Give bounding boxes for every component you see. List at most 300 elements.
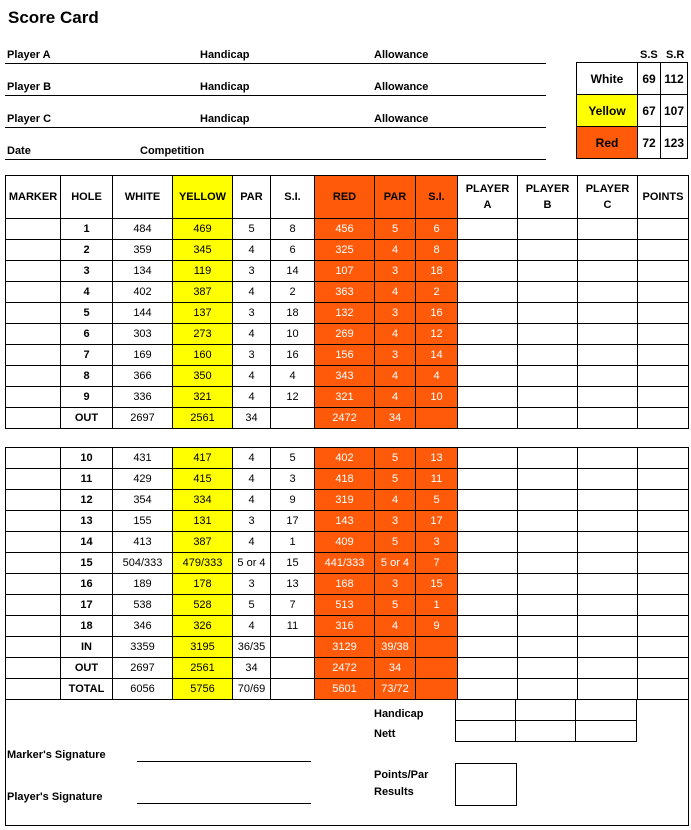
- player-c-score[interactable]: [578, 679, 638, 700]
- marker-header: MARKER: [6, 176, 61, 219]
- si-value: 13: [271, 574, 315, 595]
- red-par-value: 5: [375, 595, 416, 616]
- player-c-score[interactable]: [578, 469, 638, 490]
- player-c-score[interactable]: [578, 448, 638, 469]
- yellow-yardage: 528: [173, 595, 233, 616]
- player-a-score[interactable]: [458, 574, 518, 595]
- par-value: 4: [233, 469, 271, 490]
- player-c-score[interactable]: [578, 637, 638, 658]
- points-cell[interactable]: [638, 637, 689, 658]
- marker-cell[interactable]: [6, 219, 61, 240]
- player-c-line[interactable]: [5, 127, 546, 128]
- marker-cell[interactable]: [6, 240, 61, 261]
- player-b-header: PLAYER B: [518, 176, 578, 219]
- red-yardage: 2472: [315, 658, 375, 679]
- marker-cell[interactable]: [6, 303, 61, 324]
- player-b-score[interactable]: [518, 303, 578, 324]
- player-b-score[interactable]: [518, 261, 578, 282]
- white-yardage: 2697: [113, 408, 173, 429]
- red-par-value: 4: [375, 240, 416, 261]
- si-value: [271, 408, 315, 429]
- marker-cell[interactable]: [6, 679, 61, 700]
- hole-row: [6, 658, 689, 679]
- player-b-score[interactable]: [518, 366, 578, 387]
- player-a-score[interactable]: [458, 219, 518, 240]
- hole-number: TOTAL: [61, 679, 113, 700]
- player-b-score[interactable]: [518, 658, 578, 679]
- date-line[interactable]: [5, 159, 546, 160]
- marker-signature-label: Marker's Signature: [7, 749, 106, 761]
- marker-cell[interactable]: [6, 511, 61, 532]
- sr-header: S.R: [666, 49, 685, 61]
- player-c-score[interactable]: [578, 366, 638, 387]
- player-c-handicap-label: Handicap: [200, 113, 250, 125]
- handicap-footer-label: Handicap: [374, 708, 424, 720]
- player-b-score[interactable]: [518, 616, 578, 637]
- player-signature-label: Player's Signature: [7, 791, 103, 803]
- si-value: 4: [271, 366, 315, 387]
- player-c-score[interactable]: [578, 532, 638, 553]
- red-par-value: 4: [375, 387, 416, 408]
- back-nine-table: [5, 447, 689, 700]
- red-yardage: 143: [315, 511, 375, 532]
- red-yardage: 319: [315, 490, 375, 511]
- nett-a-cell[interactable]: [456, 721, 516, 742]
- points-cell[interactable]: [638, 261, 689, 282]
- red-par-header: PAR: [375, 176, 416, 219]
- marker-cell[interactable]: [6, 324, 61, 345]
- red-si-value: 11: [416, 469, 458, 490]
- si-value: 11: [271, 616, 315, 637]
- yellow-yardage: 415: [173, 469, 233, 490]
- player-c-score[interactable]: [578, 282, 638, 303]
- hole-number: 10: [61, 448, 113, 469]
- points-cell[interactable]: [638, 616, 689, 637]
- ss-white: 69: [638, 63, 661, 95]
- points-cell[interactable]: [638, 532, 689, 553]
- player-b-score[interactable]: [518, 408, 578, 429]
- si-value: [271, 637, 315, 658]
- marker-cell[interactable]: [6, 469, 61, 490]
- hole-number: 7: [61, 345, 113, 366]
- player-a-label: Player A: [7, 49, 51, 61]
- player-c-score[interactable]: [578, 511, 638, 532]
- red-yardage: 107: [315, 261, 375, 282]
- yellow-yardage: 326: [173, 616, 233, 637]
- hole-number: 8: [61, 366, 113, 387]
- white-yardage: 359: [113, 240, 173, 261]
- handicap-c-cell[interactable]: [576, 700, 637, 721]
- ss-header: S.S: [640, 49, 658, 61]
- par-value: 5: [233, 595, 271, 616]
- hole-row: [6, 469, 689, 490]
- marker-cell[interactable]: [6, 637, 61, 658]
- marker-cell[interactable]: [6, 448, 61, 469]
- hole-number: 5: [61, 303, 113, 324]
- hole-row: [6, 261, 689, 282]
- par-value: 4: [233, 532, 271, 553]
- red-header: RED: [315, 176, 375, 219]
- si-value: 3: [271, 469, 315, 490]
- tee-red: Red: [577, 127, 638, 159]
- player-c-score[interactable]: [578, 616, 638, 637]
- si-value: 2: [271, 282, 315, 303]
- points-cell[interactable]: [638, 469, 689, 490]
- player-c-score[interactable]: [578, 387, 638, 408]
- yellow-yardage: 5756: [173, 679, 233, 700]
- player-b-score[interactable]: [518, 282, 578, 303]
- points-cell[interactable]: [638, 658, 689, 679]
- white-yardage: 144: [113, 303, 173, 324]
- yellow-header: YELLOW: [173, 176, 233, 219]
- tee-yellow: Yellow: [577, 95, 638, 127]
- red-si-value: [416, 637, 458, 658]
- player-a-score[interactable]: [458, 408, 518, 429]
- par-value: 3: [233, 511, 271, 532]
- marker-cell[interactable]: [6, 616, 61, 637]
- points-cell[interactable]: [638, 345, 689, 366]
- points-cell[interactable]: [638, 303, 689, 324]
- par-value: 4: [233, 240, 271, 261]
- par-value: 4: [233, 324, 271, 345]
- player-a-score[interactable]: [458, 595, 518, 616]
- si-value: 12: [271, 387, 315, 408]
- red-par-value: 3: [375, 345, 416, 366]
- hole-row: [6, 616, 689, 637]
- player-c-score[interactable]: [578, 324, 638, 345]
- marker-cell[interactable]: [6, 532, 61, 553]
- marker-cell[interactable]: [6, 595, 61, 616]
- player-a-score[interactable]: [458, 511, 518, 532]
- par-value: 4: [233, 366, 271, 387]
- date-label: Date: [7, 145, 31, 157]
- player-c-score[interactable]: [578, 261, 638, 282]
- par-value: 34: [233, 408, 271, 429]
- hole-number: 16: [61, 574, 113, 595]
- player-b-score[interactable]: [518, 469, 578, 490]
- player-a-score[interactable]: [458, 469, 518, 490]
- hole-row: [6, 324, 689, 345]
- player-c-score[interactable]: [578, 553, 638, 574]
- white-yardage: 429: [113, 469, 173, 490]
- white-yardage: 155: [113, 511, 173, 532]
- red-yardage: 321: [315, 387, 375, 408]
- player-a-allowance-label: Allowance: [374, 49, 429, 61]
- white-yardage: 3359: [113, 637, 173, 658]
- points-cell[interactable]: [638, 240, 689, 261]
- handicap-b-cell[interactable]: [516, 700, 576, 721]
- red-par-value: 4: [375, 324, 416, 345]
- hole-row: [6, 532, 689, 553]
- hole-header: HOLE: [61, 176, 113, 219]
- player-a-score[interactable]: [458, 240, 518, 261]
- par-value: 5: [233, 219, 271, 240]
- marker-cell[interactable]: [6, 261, 61, 282]
- white-yardage: 303: [113, 324, 173, 345]
- player-a-score[interactable]: [458, 366, 518, 387]
- red-si-value: 18: [416, 261, 458, 282]
- marker-cell[interactable]: [6, 345, 61, 366]
- si-header: S.I.: [271, 176, 315, 219]
- player-b-score[interactable]: [518, 219, 578, 240]
- marker-cell[interactable]: [6, 490, 61, 511]
- yellow-yardage: 273: [173, 324, 233, 345]
- par-value: 3: [233, 345, 271, 366]
- yellow-yardage: 417: [173, 448, 233, 469]
- player-a-score[interactable]: [458, 658, 518, 679]
- points-cell[interactable]: [638, 595, 689, 616]
- hole-number: 4: [61, 282, 113, 303]
- points-cell[interactable]: [638, 219, 689, 240]
- points-cell[interactable]: [638, 324, 689, 345]
- marker-signature-line[interactable]: [137, 761, 311, 762]
- player-a-score[interactable]: [458, 553, 518, 574]
- white-header: WHITE: [113, 176, 173, 219]
- rating-row-red: [577, 127, 688, 159]
- par-value: 36/35: [233, 637, 271, 658]
- player-b-score[interactable]: [518, 324, 578, 345]
- si-value: 1: [271, 532, 315, 553]
- hole-number: 12: [61, 490, 113, 511]
- yellow-yardage: 345: [173, 240, 233, 261]
- red-yardage: 132: [315, 303, 375, 324]
- red-par-value: 4: [375, 490, 416, 511]
- red-par-value: 3: [375, 303, 416, 324]
- red-yardage: 409: [315, 532, 375, 553]
- par-value: 4: [233, 282, 271, 303]
- marker-cell[interactable]: [6, 408, 61, 429]
- points-cell[interactable]: [638, 387, 689, 408]
- points-cell[interactable]: [638, 511, 689, 532]
- page-title: Score Card: [8, 8, 99, 27]
- white-yardage: 402: [113, 282, 173, 303]
- player-b-label: Player B: [7, 81, 52, 93]
- player-a-score[interactable]: [458, 532, 518, 553]
- player-b-score[interactable]: [518, 553, 578, 574]
- player-a-header: PLAYER A: [458, 176, 518, 219]
- points-cell[interactable]: [638, 679, 689, 700]
- red-yardage: 513: [315, 595, 375, 616]
- hole-row: [6, 490, 689, 511]
- player-a-score[interactable]: [458, 616, 518, 637]
- player-c-allowance-label: Allowance: [374, 113, 429, 125]
- player-b-score[interactable]: [518, 595, 578, 616]
- player-a-score[interactable]: [458, 303, 518, 324]
- red-yardage: 269: [315, 324, 375, 345]
- player-c-score[interactable]: [578, 240, 638, 261]
- red-yardage: 316: [315, 616, 375, 637]
- red-si-value: 16: [416, 303, 458, 324]
- red-par-value: 34: [375, 658, 416, 679]
- hole-number: 17: [61, 595, 113, 616]
- red-si-value: 7: [416, 553, 458, 574]
- par-value: 4: [233, 387, 271, 408]
- par-value: 4: [233, 616, 271, 637]
- white-yardage: 504/333: [113, 553, 173, 574]
- par-value: 34: [233, 658, 271, 679]
- header-row: [6, 176, 689, 219]
- player-signature-line[interactable]: [137, 803, 311, 804]
- marker-cell[interactable]: [6, 553, 61, 574]
- si-value: 6: [271, 240, 315, 261]
- yellow-yardage: 469: [173, 219, 233, 240]
- yellow-yardage: 350: [173, 366, 233, 387]
- hole-number: 15: [61, 553, 113, 574]
- points-header: POINTS: [638, 176, 689, 219]
- red-si-value: [416, 658, 458, 679]
- yellow-yardage: 321: [173, 387, 233, 408]
- hole-number: OUT: [61, 658, 113, 679]
- player-c-score[interactable]: [578, 490, 638, 511]
- red-par-value: 4: [375, 282, 416, 303]
- white-yardage: 6056: [113, 679, 173, 700]
- hole-number: 3: [61, 261, 113, 282]
- player-c-score[interactable]: [578, 574, 638, 595]
- player-b-score[interactable]: [518, 637, 578, 658]
- hole-number: 11: [61, 469, 113, 490]
- si-value: 15: [271, 553, 315, 574]
- white-yardage: 346: [113, 616, 173, 637]
- hole-number: IN: [61, 637, 113, 658]
- yellow-yardage: 387: [173, 282, 233, 303]
- sr-red: 123: [661, 127, 688, 159]
- white-yardage: 189: [113, 574, 173, 595]
- player-a-score[interactable]: [458, 345, 518, 366]
- player-b-score[interactable]: [518, 448, 578, 469]
- white-yardage: 413: [113, 532, 173, 553]
- red-yardage: 363: [315, 282, 375, 303]
- red-yardage: 441/333: [315, 553, 375, 574]
- rating-row-yellow: [577, 95, 688, 127]
- red-par-value: 3: [375, 511, 416, 532]
- points-cell[interactable]: [638, 490, 689, 511]
- player-b-score[interactable]: [518, 511, 578, 532]
- red-si-value: 4: [416, 366, 458, 387]
- nett-b-cell[interactable]: [516, 721, 576, 742]
- player-a-score[interactable]: [458, 387, 518, 408]
- hole-row: [6, 448, 689, 469]
- player-a-score[interactable]: [458, 324, 518, 345]
- results-label: Results: [374, 786, 414, 798]
- marker-cell[interactable]: [6, 366, 61, 387]
- par-value: 70/69: [233, 679, 271, 700]
- marker-cell[interactable]: [6, 282, 61, 303]
- hole-number: 9: [61, 387, 113, 408]
- handicap-a-cell[interactable]: [456, 700, 516, 721]
- player-b-line[interactable]: [5, 95, 546, 96]
- player-c-header: PLAYER C: [578, 176, 638, 219]
- red-si-value: [416, 679, 458, 700]
- yellow-yardage: 119: [173, 261, 233, 282]
- red-yardage: 156: [315, 345, 375, 366]
- player-b-score[interactable]: [518, 345, 578, 366]
- red-si-value: 2: [416, 282, 458, 303]
- player-b-score[interactable]: [518, 679, 578, 700]
- player-c-score[interactable]: [578, 408, 638, 429]
- points-cell[interactable]: [638, 408, 689, 429]
- points-cell[interactable]: [638, 282, 689, 303]
- hole-row: [6, 679, 689, 700]
- si-value: 8: [271, 219, 315, 240]
- red-par-value: 5: [375, 219, 416, 240]
- player-a-score[interactable]: [458, 261, 518, 282]
- rating-row-white: [577, 63, 688, 95]
- red-par-value: 3: [375, 574, 416, 595]
- player-a-score[interactable]: [458, 637, 518, 658]
- player-a-score[interactable]: [458, 282, 518, 303]
- player-b-score[interactable]: [518, 387, 578, 408]
- player-a-score[interactable]: [458, 490, 518, 511]
- hole-row: [6, 303, 689, 324]
- sr-white: 112: [661, 63, 688, 95]
- hole-number: 6: [61, 324, 113, 345]
- points-cell[interactable]: [638, 448, 689, 469]
- hole-row: [6, 511, 689, 532]
- player-c-label: Player C: [7, 113, 52, 125]
- red-par-value: 4: [375, 366, 416, 387]
- marker-cell[interactable]: [6, 574, 61, 595]
- player-c-score[interactable]: [578, 219, 638, 240]
- si-value: 7: [271, 595, 315, 616]
- nett-c-cell[interactable]: [576, 721, 637, 742]
- red-yardage: 325: [315, 240, 375, 261]
- player-a-line[interactable]: [5, 63, 546, 64]
- par-value: 3: [233, 261, 271, 282]
- points-cell[interactable]: [638, 574, 689, 595]
- player-c-score[interactable]: [578, 345, 638, 366]
- points-cell[interactable]: [638, 366, 689, 387]
- yellow-yardage: 479/333: [173, 553, 233, 574]
- si-value: [271, 658, 315, 679]
- hole-row: [6, 282, 689, 303]
- red-si-value: 10: [416, 387, 458, 408]
- player-c-score[interactable]: [578, 303, 638, 324]
- white-yardage: 2697: [113, 658, 173, 679]
- white-yardage: 336: [113, 387, 173, 408]
- white-yardage: 354: [113, 490, 173, 511]
- player-a-score[interactable]: [458, 679, 518, 700]
- yellow-yardage: 387: [173, 532, 233, 553]
- marker-cell[interactable]: [6, 658, 61, 679]
- yellow-yardage: 3195: [173, 637, 233, 658]
- si-value: [271, 679, 315, 700]
- player-b-score[interactable]: [518, 490, 578, 511]
- red-si-value: 6: [416, 219, 458, 240]
- white-yardage: 366: [113, 366, 173, 387]
- hole-row: [6, 219, 689, 240]
- player-b-score[interactable]: [518, 240, 578, 261]
- player-b-score[interactable]: [518, 532, 578, 553]
- nett-footer-label: Nett: [374, 728, 396, 740]
- player-c-score[interactable]: [578, 595, 638, 616]
- red-yardage: 343: [315, 366, 375, 387]
- player-c-score[interactable]: [578, 658, 638, 679]
- hole-row: [6, 553, 689, 574]
- hole-row: [6, 408, 689, 429]
- player-b-score[interactable]: [518, 574, 578, 595]
- red-par-value: 5: [375, 532, 416, 553]
- hole-row: [6, 595, 689, 616]
- points-par-results-box[interactable]: [455, 763, 517, 806]
- points-cell[interactable]: [638, 553, 689, 574]
- red-si-value: 12: [416, 324, 458, 345]
- si-value: 5: [271, 448, 315, 469]
- marker-cell[interactable]: [6, 387, 61, 408]
- red-yardage: 5601: [315, 679, 375, 700]
- yellow-yardage: 178: [173, 574, 233, 595]
- player-a-score[interactable]: [458, 448, 518, 469]
- red-par-value: 5: [375, 469, 416, 490]
